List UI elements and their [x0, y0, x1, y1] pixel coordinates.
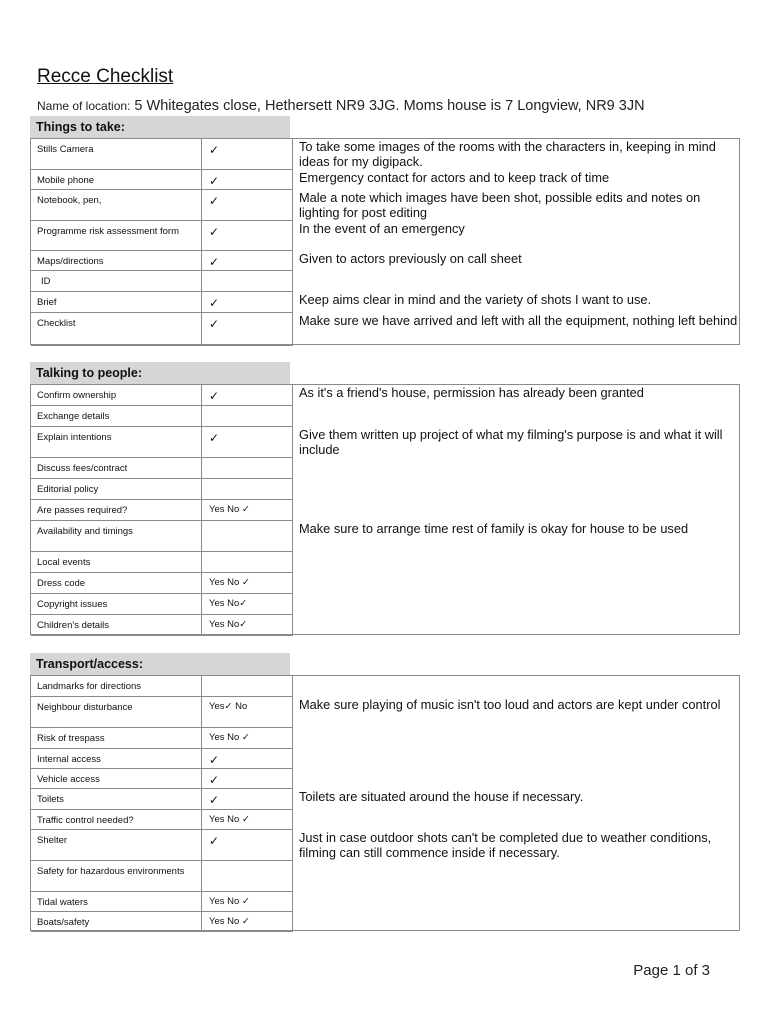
- row-check: ✓: [202, 769, 293, 788]
- section-talking-to-people: [30, 362, 740, 635]
- table-row: [31, 170, 293, 190]
- table-row: [31, 521, 293, 552]
- checklist-table: [30, 138, 740, 345]
- row-label: Neighbour disturbance: [31, 697, 202, 727]
- row-check: ✓: [202, 170, 293, 189]
- row-check: ✓: [202, 313, 293, 345]
- row-check: ✓: [202, 221, 293, 250]
- row-label: Children's details: [31, 615, 202, 635]
- note-text: Make sure to arrange time rest of family is okay for house to be used: [299, 521, 689, 536]
- table-row: [31, 810, 293, 830]
- row-label: Copyright issues: [31, 594, 202, 614]
- table-row: [31, 789, 293, 810]
- row-label: Risk of trespass: [31, 728, 202, 748]
- row-check: [202, 406, 293, 426]
- note-text: Toilets are situated around the house if necessary.: [299, 789, 584, 804]
- table-row: [31, 500, 293, 521]
- location-line: [37, 98, 645, 114]
- table-row: [31, 139, 293, 170]
- table-row: [31, 385, 293, 406]
- row-check: Yes No ✓: [202, 500, 293, 520]
- row-check: Yes No ✓: [202, 892, 293, 911]
- document-title: Recce Checklist: [37, 66, 174, 87]
- location-label: Name of location:: [37, 99, 131, 113]
- table-row: [31, 861, 293, 892]
- note-text: In the event of an emergency: [299, 221, 465, 236]
- row-label: Programme risk assessment form: [31, 221, 202, 250]
- location-value: 5 Whitegates close, Hethersett NR9 3JG. Moms house is 7 Longview, NR9 3JN: [134, 98, 645, 114]
- row-label: Safety for hazardous environments: [31, 861, 202, 891]
- row-label: Notebook, pen,: [31, 190, 202, 220]
- row-check: ✓: [202, 427, 293, 457]
- row-label: Maps/directions: [31, 251, 202, 270]
- row-check: [202, 458, 293, 478]
- row-label: Editorial policy: [31, 479, 202, 499]
- note-text: Given to actors previously on call sheet: [299, 251, 522, 266]
- table-row: [31, 458, 293, 479]
- table-row: [31, 615, 293, 636]
- row-label: Local events: [31, 552, 202, 572]
- row-label: Toilets: [31, 789, 202, 809]
- row-check: ✓: [202, 830, 293, 860]
- row-check: Yes No ✓: [202, 573, 293, 593]
- table-row: [31, 292, 293, 313]
- row-check: Yes✓ No: [202, 697, 293, 727]
- row-label: Internal access: [31, 749, 202, 768]
- checklist-table: [30, 384, 740, 635]
- row-label: Discuss fees/contract: [31, 458, 202, 478]
- row-check: [202, 271, 293, 291]
- table-row: [31, 594, 293, 615]
- page-number: Page 1 of 3: [633, 962, 710, 979]
- table-row: [31, 271, 293, 292]
- table-row: [31, 728, 293, 749]
- row-label: Availability and timings: [31, 521, 202, 551]
- row-label: Shelter: [31, 830, 202, 860]
- note-text: Make sure we have arrived and left with all the equipment, nothing left behind: [299, 313, 738, 328]
- section-heading: Things to take:: [30, 116, 290, 138]
- table-row: [31, 892, 293, 912]
- row-label: Checklist: [31, 313, 202, 345]
- table-row: [31, 313, 293, 346]
- row-check: [202, 676, 293, 696]
- table-row: [31, 749, 293, 769]
- row-check: ✓: [202, 749, 293, 768]
- section-things-to-take: [30, 116, 740, 345]
- row-label: Are passes required?: [31, 500, 202, 520]
- table-row: [31, 912, 293, 932]
- table-row: [31, 552, 293, 573]
- note-text: As it's a friend's house, permission has already been granted: [299, 385, 644, 400]
- row-check: Yes No✓: [202, 594, 293, 614]
- row-check: [202, 521, 293, 551]
- row-label: Tidal waters: [31, 892, 202, 911]
- note-text: Make sure playing of music isn't too loud and actors are kept under control: [299, 697, 721, 712]
- checklist-table: [30, 675, 740, 931]
- note-text: Just in case outdoor shots can't be completed due to weather conditions, filming can still commence inside if necessary.: [299, 830, 712, 860]
- row-check: [202, 861, 293, 891]
- row-check: ✓: [202, 190, 293, 220]
- section-heading: Transport/access:: [30, 653, 290, 675]
- section-transport-access: [30, 653, 740, 931]
- note-text: Give them written up project of what my filming's purpose is and what it will include: [299, 427, 723, 457]
- row-label: Confirm ownership: [31, 385, 202, 405]
- row-check: Yes No✓: [202, 615, 293, 635]
- note-text: Emergency contact for actors and to keep track of time: [299, 170, 610, 185]
- row-check: [202, 479, 293, 499]
- row-label: Boats/safety: [31, 912, 202, 931]
- row-label: Traffic control needed?: [31, 810, 202, 829]
- row-check: Yes No ✓: [202, 728, 293, 748]
- table-row: [31, 697, 293, 728]
- note-text: To take some images of the rooms with the characters in, keeping in mind ideas for my digipack.: [299, 139, 716, 169]
- row-label: Landmarks for directions: [31, 676, 202, 696]
- table-row: [31, 190, 293, 221]
- row-label: Explain intentions: [31, 427, 202, 457]
- row-label: Brief: [31, 292, 202, 312]
- table-row: [31, 830, 293, 861]
- row-check: ✓: [202, 292, 293, 312]
- note-text: Male a note which images have been shot, possible edits and notes on lighting for post editing: [299, 190, 701, 220]
- row-check: Yes No ✓: [202, 810, 293, 829]
- row-check: Yes No ✓: [202, 912, 293, 931]
- table-row: [31, 573, 293, 594]
- row-label: Exchange details: [31, 406, 202, 426]
- section-heading: Talking to people:: [30, 362, 290, 384]
- table-row: [31, 769, 293, 789]
- row-label: Stills Camera: [31, 139, 202, 169]
- row-check: ✓: [202, 139, 293, 169]
- row-label: Mobile phone: [31, 170, 202, 189]
- note-text: Keep aims clear in mind and the variety of shots I want to use.: [299, 292, 652, 307]
- table-row: [31, 406, 293, 427]
- row-label: ID: [31, 271, 202, 291]
- table-row: [31, 251, 293, 271]
- table-row: [31, 676, 293, 697]
- row-check: [202, 552, 293, 572]
- row-check: ✓: [202, 251, 293, 270]
- row-label: Dress code: [31, 573, 202, 593]
- table-row: [31, 479, 293, 500]
- table-row: [31, 221, 293, 251]
- row-check: ✓: [202, 789, 293, 809]
- row-label: Vehicle access: [31, 769, 202, 788]
- table-row: [31, 427, 293, 458]
- row-check: ✓: [202, 385, 293, 405]
